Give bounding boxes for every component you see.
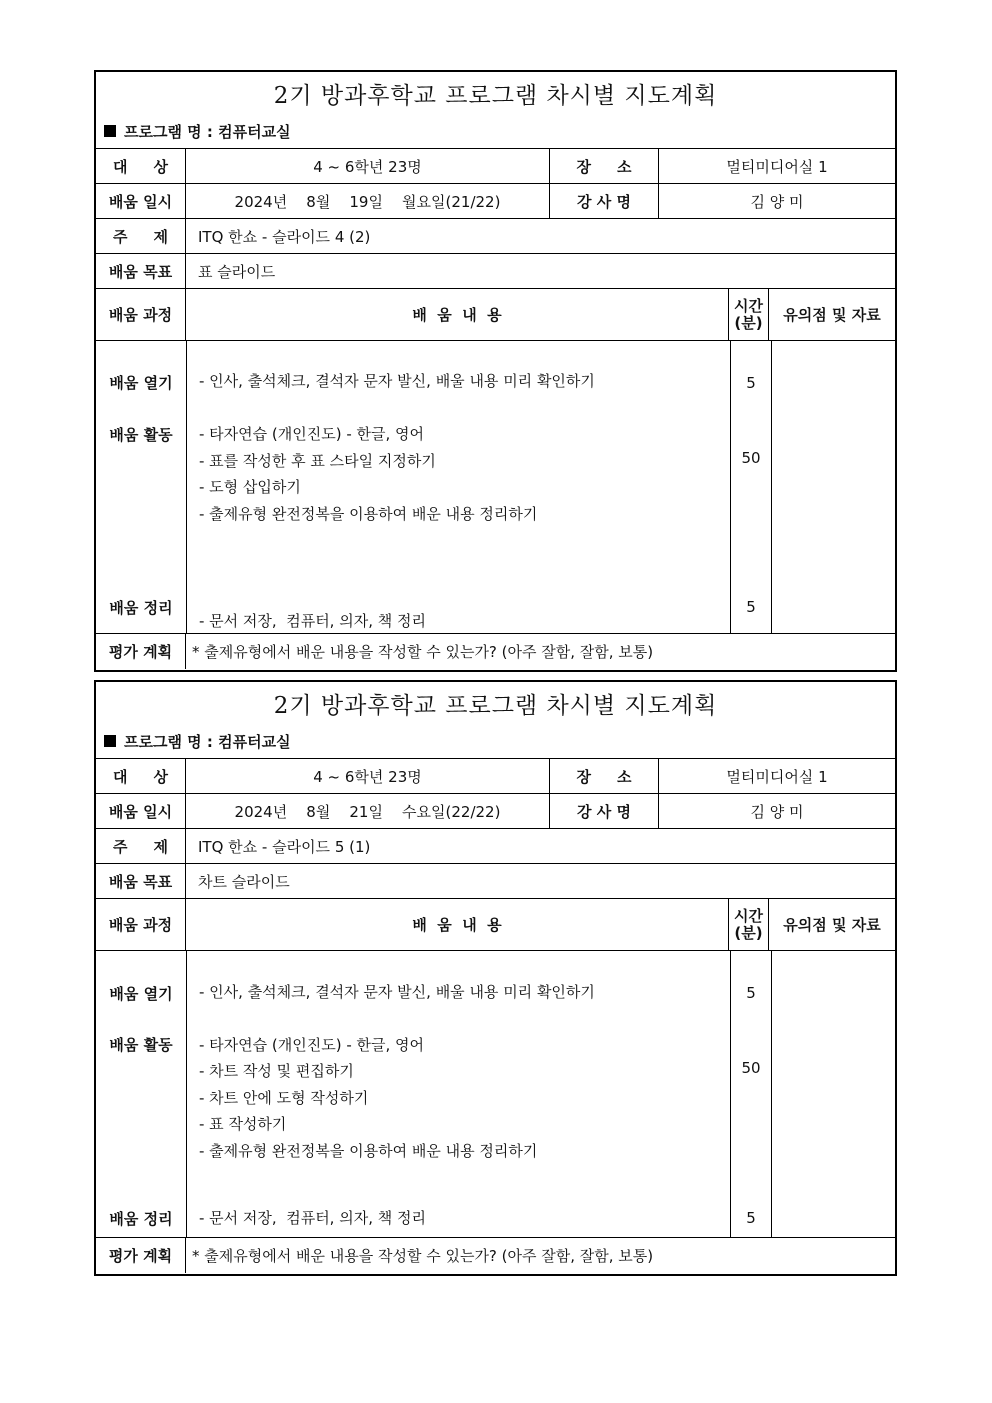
stage-open: 배움 열기 (109, 985, 173, 1003)
target-place-row (96, 149, 895, 184)
time-close: 5 (746, 1209, 756, 1227)
time-column (731, 341, 772, 633)
time-open: 5 (746, 374, 756, 392)
date-label: 배움 일시 (96, 184, 186, 218)
goal-value: 차트 슬라이드 (198, 872, 290, 891)
place-value: 멀티미디어실 1 (726, 767, 828, 786)
place-label: 장 소 (550, 149, 659, 183)
content-label: 배 움 내 용 (186, 289, 729, 340)
topic-value: ITQ 한쇼 - 슬라이드 4 (2) (198, 227, 371, 246)
date-teacher-row (96, 794, 895, 829)
topic-row (96, 829, 895, 864)
place-label: 장 소 (550, 759, 659, 793)
content-column (187, 951, 731, 1237)
program-name: 프로그램 명 : 컴퓨터교실 (124, 122, 291, 141)
stage-column (96, 951, 187, 1237)
activity-item: - 차트 안에 도형 작성하기 (199, 1089, 369, 1107)
activity-item: - 타자연습 (개인진도) - 한글, 영어 (199, 425, 425, 443)
stage-activity: 배움 활동 (109, 426, 173, 444)
stage-activity: 배움 활동 (109, 1036, 173, 1054)
process-label: 배움 과정 (96, 899, 186, 950)
evaluation-row (96, 634, 895, 669)
time-header (729, 289, 769, 340)
time-unit-label: (분) (734, 923, 763, 942)
open-item: - 인사, 출석체크, 결석자 문자 발신, 배울 내용 미리 확인하기 (199, 372, 595, 390)
program-name-row (96, 114, 895, 149)
program-name-row (96, 724, 895, 759)
teacher-label: 강 사 명 (550, 794, 659, 828)
activity-item: - 도형 삽입하기 (199, 478, 301, 496)
topic-label: 주 제 (96, 829, 186, 863)
plan-title: 2기 방과후학교 프로그램 차시별 지도계획 (273, 692, 718, 719)
activity-item: - 타자연습 (개인진도) - 한글, 영어 (199, 1036, 425, 1054)
goal-label: 배움 목표 (96, 864, 186, 898)
content-label: 배 움 내 용 (186, 899, 729, 950)
stage-column (96, 341, 187, 633)
close-item: - 문서 저장, 컴퓨터, 의자, 책 정리 (199, 1209, 426, 1227)
note-column (772, 951, 895, 1237)
time-activity: 50 (741, 449, 761, 467)
time-label: 시간 (734, 296, 763, 315)
body-row (96, 951, 895, 1238)
activity-item: - 표 작성하기 (199, 1115, 287, 1133)
place-value: 멀티미디어실 1 (726, 157, 828, 176)
note-label: 유의점 및 자료 (783, 916, 881, 934)
teacher-value: 김 양 미 (750, 802, 804, 821)
process-label: 배움 과정 (96, 289, 186, 340)
goal-value: 표 슬라이드 (198, 262, 276, 281)
time-close: 5 (746, 598, 756, 616)
date-value: 2024년 8월 21일 수요일(22/22) (186, 794, 550, 828)
topic-label: 주 제 (96, 219, 186, 253)
square-bullet-icon (104, 125, 116, 137)
time-label: 시간 (734, 906, 763, 925)
note-column (772, 341, 895, 633)
target-value: 4 ~ 6학년 23명 (186, 149, 550, 183)
eval-value: * 출제유형에서 배운 내용을 작성할 수 있는가? (아주 잘함, 잘함, 보통) (192, 643, 654, 661)
goal-row (96, 254, 895, 289)
stage-close: 배움 정리 (109, 599, 173, 617)
target-label: 대 상 (96, 759, 186, 793)
activity-item: - 출제유형 완전정복을 이용하여 배운 내용 정리하기 (199, 1142, 538, 1160)
time-open: 5 (746, 984, 756, 1002)
topic-row (96, 219, 895, 254)
eval-label: 평가 계획 (96, 634, 186, 669)
time-activity: 50 (741, 1059, 761, 1077)
evaluation-row (96, 1238, 895, 1273)
teacher-value: 김 양 미 (750, 192, 804, 211)
header-row (96, 899, 895, 951)
activity-item: - 출제유형 완전정복을 이용하여 배운 내용 정리하기 (199, 505, 538, 523)
close-item: - 문서 저장, 컴퓨터, 의자, 책 정리 (199, 612, 426, 630)
activity-item: - 표를 작성한 후 표 스타일 지정하기 (199, 452, 436, 470)
plan-title: 2기 방과후학교 프로그램 차시별 지도계획 (273, 82, 718, 109)
square-bullet-icon (104, 735, 116, 747)
target-value: 4 ~ 6학년 23명 (186, 759, 550, 793)
activity-item: - 차트 작성 및 편집하기 (199, 1062, 354, 1080)
eval-value: * 출제유형에서 배운 내용을 작성할 수 있는가? (아주 잘함, 잘함, 보통) (192, 1247, 654, 1265)
lesson-plan-2 (94, 680, 897, 1276)
date-teacher-row (96, 184, 895, 219)
body-row (96, 341, 895, 634)
note-label: 유의점 및 자료 (783, 306, 881, 324)
time-header (729, 899, 769, 950)
header-row (96, 289, 895, 341)
stage-close: 배움 정리 (109, 1210, 173, 1228)
target-label: 대 상 (96, 149, 186, 183)
goal-label: 배움 목표 (96, 254, 186, 288)
content-column (187, 341, 731, 633)
stage-open: 배움 열기 (109, 374, 173, 392)
lesson-plan-1 (94, 70, 897, 672)
program-name: 프로그램 명 : 컴퓨터교실 (124, 732, 291, 751)
time-column (731, 951, 772, 1237)
open-item: - 인사, 출석체크, 결석자 문자 발신, 배울 내용 미리 확인하기 (199, 983, 595, 1001)
date-value: 2024년 8월 19일 월요일(21/22) (186, 184, 550, 218)
goal-row (96, 864, 895, 899)
topic-value: ITQ 한쇼 - 슬라이드 5 (1) (198, 837, 371, 856)
eval-label: 평가 계획 (96, 1238, 186, 1273)
target-place-row (96, 759, 895, 794)
teacher-label: 강 사 명 (550, 184, 659, 218)
date-label: 배움 일시 (96, 794, 186, 828)
time-unit-label: (분) (734, 313, 763, 332)
